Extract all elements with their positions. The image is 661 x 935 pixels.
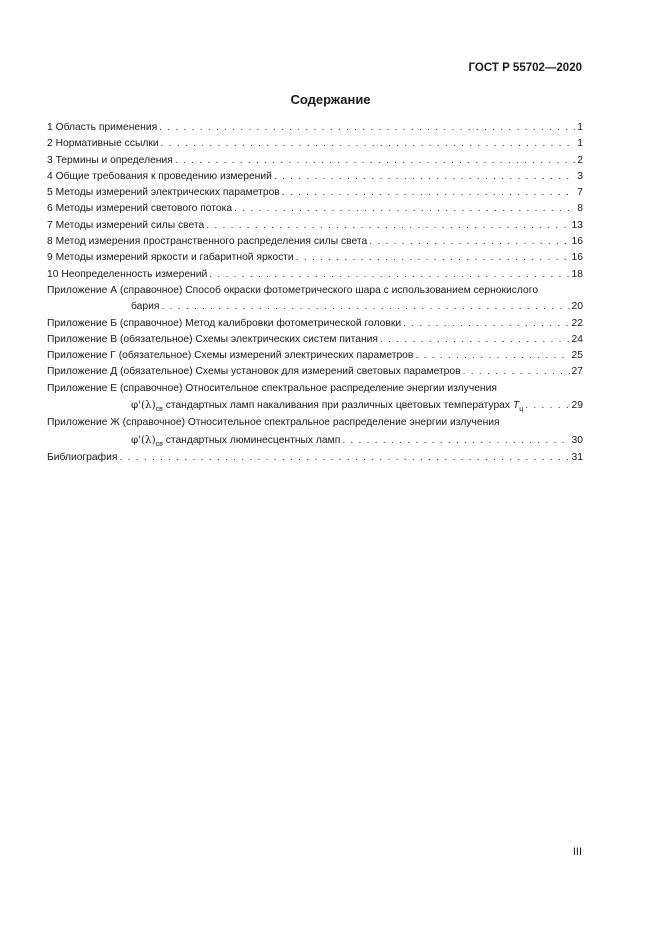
toc-text: 4 Общие требования к проведению измерений <box>47 170 272 182</box>
toc-page: 18 <box>571 268 583 280</box>
toc-page: 13 <box>571 219 583 231</box>
toc-row[interactable] <box>47 185 583 201</box>
toc-text: Библиография <box>47 451 118 463</box>
toc-row[interactable] <box>47 169 583 185</box>
leader-dots <box>463 364 570 380</box>
appendix-v[interactable] <box>47 332 583 348</box>
leader-dots <box>380 332 570 348</box>
leader-dots <box>403 316 569 332</box>
appendix-e-line1: Приложение Е (справочное) Относительное спектральное распределение энергии излучения <box>47 382 497 394</box>
toc-text: 6 Методы измерений светового потока <box>47 203 233 215</box>
toc-text: 2 Нормативные ссылки <box>47 138 159 150</box>
toc-row[interactable] <box>47 120 583 136</box>
appendix-b[interactable] <box>47 316 583 332</box>
appendix-a-line2: бария <box>131 301 160 313</box>
appendix-zh-line2: стандартных люминесцентных ламп <box>162 434 341 446</box>
leader-dots <box>161 136 576 152</box>
toc-row[interactable] <box>47 267 583 283</box>
table-of-contents <box>47 120 583 466</box>
toc-page: 27 <box>571 366 583 378</box>
toc-row[interactable] <box>47 201 583 217</box>
leader-dots <box>296 250 570 266</box>
leader-dots <box>342 433 569 449</box>
toc-text: Приложение Г (обязательное) Схемы измерений электрических параметров <box>47 350 414 362</box>
phi-subscript: св <box>155 406 163 414</box>
toc-row[interactable] <box>47 136 583 152</box>
leader-dots <box>274 169 575 185</box>
toc-page: 2 <box>577 154 583 166</box>
toc-text: 8 Метод измерения пространственного распределения силы света <box>47 236 368 248</box>
document-code: ГОСТ Р 55702—2020 <box>468 62 582 74</box>
leader-dots <box>161 299 569 315</box>
leader-dots <box>282 185 576 201</box>
appendix-zh-line1: Приложение Ж (справочное) Относительное спектральное распределение энергии излучения <box>47 417 500 429</box>
temperature-symbol: T <box>512 400 520 412</box>
toc-row[interactable] <box>47 250 583 266</box>
appendix-zh[interactable] <box>47 415 583 450</box>
toc-page: 20 <box>571 301 583 313</box>
toc-text: Приложение Б (справочное) Метод калибровки фотометрической головки <box>47 317 402 329</box>
leader-dots <box>159 120 575 136</box>
toc-page: 30 <box>571 434 583 446</box>
appendix-a[interactable] <box>47 283 583 316</box>
toc-page: 3 <box>577 170 583 182</box>
page-title: Содержание <box>290 92 371 107</box>
toc-page: 16 <box>571 252 583 264</box>
phi-lambda-symbol: φ'(λ) <box>131 399 156 412</box>
toc-text: 7 Методы измерений силы света <box>47 219 205 231</box>
page-number: III <box>572 846 582 858</box>
temperature-subscript: ц <box>519 406 524 414</box>
leader-dots <box>206 218 569 234</box>
appendix-e-line2: стандартных ламп накаливания при различных цветовых температурах <box>162 400 513 412</box>
bibliography-row[interactable] <box>47 450 583 466</box>
toc-page: 1 <box>577 122 583 133</box>
appendix-e[interactable] <box>47 381 583 416</box>
toc-text: 9 Методы измерений яркости и габаритной яркости <box>47 252 294 264</box>
appendix-d[interactable] <box>47 364 583 380</box>
leader-dots <box>175 153 575 169</box>
phi-lambda-symbol: φ'(λ) <box>131 433 156 446</box>
toc-text: Приложение В (обязательное) Схемы электрических систем питания <box>47 333 378 345</box>
toc-page: 8 <box>577 203 583 215</box>
leader-dots <box>525 398 569 414</box>
toc-row[interactable] <box>47 153 583 169</box>
toc-page: 1 <box>577 138 583 150</box>
leader-dots <box>369 234 569 250</box>
toc-page: 25 <box>571 350 583 362</box>
appendix-g[interactable] <box>47 348 583 364</box>
toc-row[interactable] <box>47 234 583 250</box>
leader-dots <box>119 450 569 466</box>
toc-text: 10 Неопределенность измерений <box>47 268 208 280</box>
toc-page: 24 <box>571 333 583 345</box>
toc-page: 29 <box>571 400 583 412</box>
leader-dots <box>209 267 569 283</box>
leader-dots <box>234 201 575 217</box>
toc-text: 5 Методы измерений электрических параметров <box>47 187 280 199</box>
toc-page: 31 <box>571 451 583 463</box>
phi-subscript: св <box>155 440 163 448</box>
leader-dots <box>415 348 569 364</box>
toc-text: 3 Термины и определения <box>47 154 173 166</box>
toc-page: 7 <box>577 187 583 199</box>
toc-text: 1 Область применения <box>47 122 158 133</box>
toc-text: Приложение Д (обязательное) Схемы установок для измерений световых параметров <box>47 366 461 378</box>
appendix-a-line1: Приложение А (справочное) Способ окраски фотометрического шара с использованием сернокислого <box>47 284 539 296</box>
toc-page: 16 <box>571 236 583 248</box>
toc-page: 22 <box>571 317 583 329</box>
toc-row[interactable] <box>47 218 583 234</box>
